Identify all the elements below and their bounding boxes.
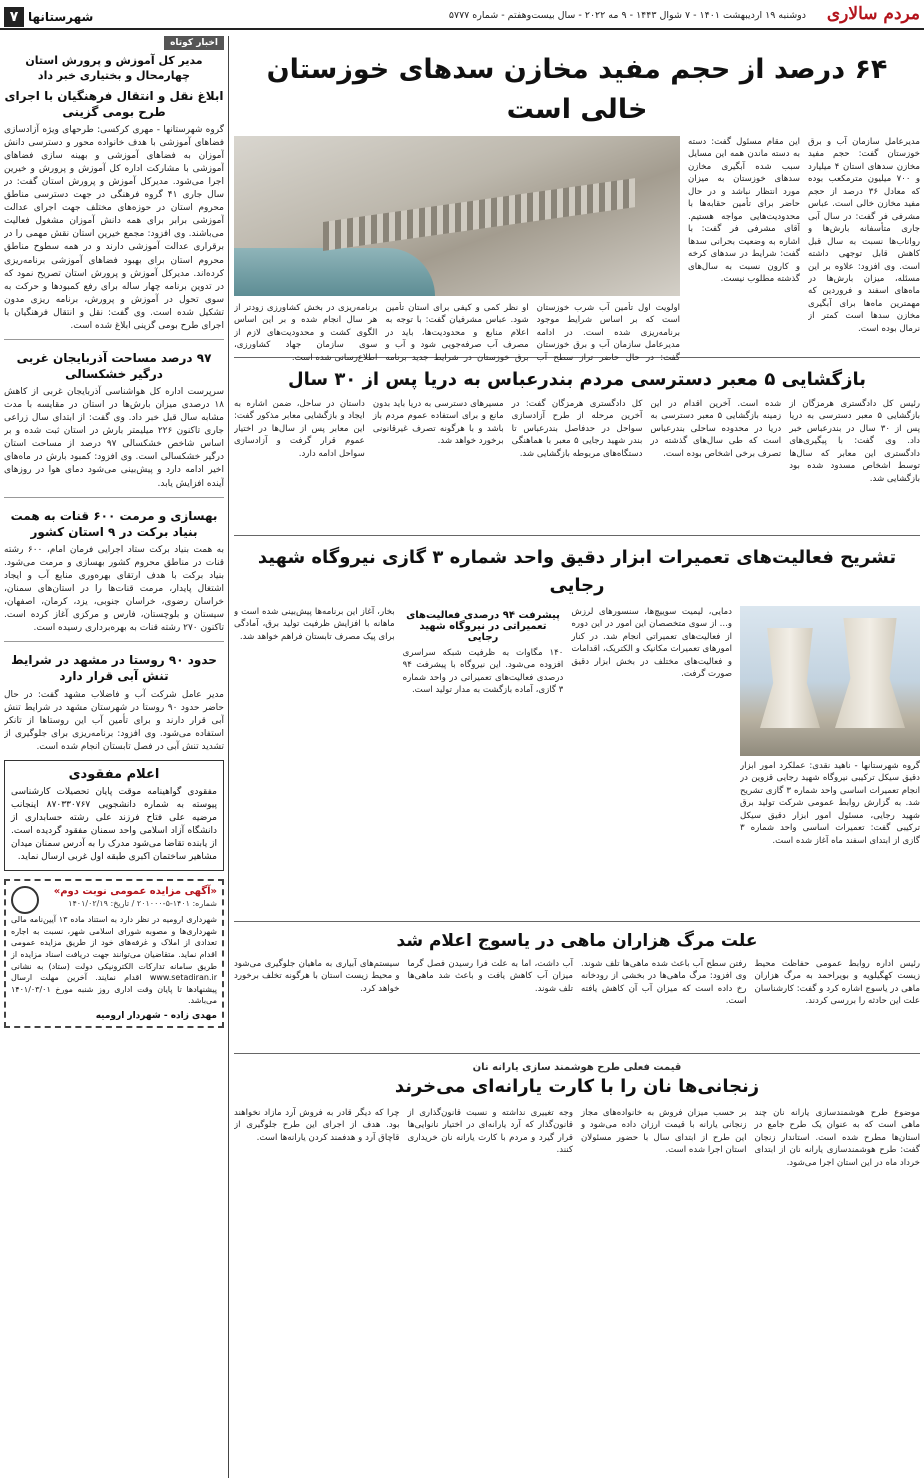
lost-notice-title: اعلام مفقودی	[68, 766, 160, 782]
tender-signature: مهدی زاده - شهردار ارومیه	[95, 1010, 217, 1021]
cooling-tower	[760, 628, 820, 728]
newspaper-logo: مردم سالاری	[826, 4, 920, 24]
fish-death-story	[234, 928, 920, 1054]
cooling-towers-photo	[740, 606, 920, 756]
story5-col3: وجه تغییری نداشته و نسبت قانون‌گذاری از قانون‌گذار که آرد یارانه‌ای در اختیار نانوایی‌ها قرار گیرد و مردم با کارت یارانه نان خریداری کنند.	[407, 1108, 573, 1156]
story2-col3: کل دادگستری هرمزگان گفت: در آخرین مرحله از طرح آزادسازی سواحل در حدفاصل بندرعباس تا بندر شهید رجایی ۵ معبر با هماهنگی دستگاه‌های مربوطه بازگشایی شد.	[511, 399, 643, 459]
divider	[4, 641, 224, 642]
story3-col3: ۱۴۰ مگاوات به ظرفیت شبکه سراسری افزوده می‌شود. این نیروگاه با پیشرفت ۹۴ درصدی فعالیت‌های تعمیراتی در واحد شماره ۳ گازی، آماده بازگشت به مدار تولید است.	[402, 648, 564, 696]
divider	[4, 497, 224, 498]
page-number: ۷	[4, 7, 24, 27]
column-divider	[228, 36, 229, 1478]
lead-col2: این مقام مسئول گفت: دسته به دسته ماندن همه این مسایل سبب شده آبگیری مخازن سدهای خوزستان به میزان مورد انتظار نباشد و در حال حاضر برای تأمین حقابه‌ها با محدودیت‌هایی مواجه هستیم. آقای مشرفی فر گفت: با اشاره به وضعیت بحرانی سدها گفت: شرایط در سدهای کرخه و کارون نسبت به سال‌های گذشته مطلوب نیست.	[688, 137, 800, 284]
story5-col2: بر حسب میزان فروش به خانواده‌های مجاز زنجانی یارانه با قیمت ارزان داده می‌شود و این طرح از ابتدای سال با حضور مسئولان استان اجرا شده است.	[581, 1108, 747, 1156]
story5-col1: موضوع طرح هوشمندسازی یارانه نان چند ماهی است که به عنوان یک طرح جامع در استان‌ها مطرح شده است. استاندار زنجان گفت: طرح هوشمندسازی یارانه نان از ابتدای خرداد ماه در این استان اجرا می‌شود.	[754, 1108, 920, 1168]
tender-ad	[4, 879, 224, 1028]
lead-headline: ۶۴ درصد از حجم مفید مخازن سدهای خوزستان خالی است	[266, 54, 888, 125]
municipality-logo-icon	[11, 886, 39, 914]
story4-col2: رفتن سطح آب باعث شده ماهی‌ها تلف شوند. وی افزود: مرگ ماهی‌ها در بخشی از رودخانه رخ داده است که میزان آب آن کاهش یافته است.	[581, 959, 747, 1007]
sidebar-story2-headline: ۹۷ درصد مساحت آذربایجان غربی درگیر خشکسالی	[16, 350, 212, 381]
sidebar	[4, 36, 224, 1478]
power-plant-story	[234, 544, 920, 922]
story2-col4: مسیرهای دسترسی به دریا باید بدون مانع و برای استفاده عموم مردم باز باشد و با هرگونه تصرف غیرقانونی برخورد خواهد شد.	[372, 399, 504, 447]
sidebar-story3-headline: بهسازی و مرمت ۶۰۰ قنات به همت بنیاد برکت در ۹ استان کشور	[10, 508, 218, 539]
issue-info: دوشنبه ۱۹ اردیبهشت ۱۴۰۱ - ۷ شوال ۱۴۴۳ - ۹ مه ۲۰۲۲ - سال بیست‌وهفتم - شماره ۵۷۷۷	[448, 10, 806, 21]
tender-meta: شماره: ۱۴۰۱-۵-۲۰۱۰۰۰ / تاریخ: ۱۴۰۱/۰۲/۱۹	[68, 899, 217, 909]
main-content	[234, 36, 920, 1478]
story3-col4: بخار، آغاز این برنامه‌ها پیش‌بینی شده است و ماهانه با افزایش ظرفیت تولید برق، آمادگی برای پیک مصرف تابستان فراهم خواهد شد.	[234, 607, 395, 642]
lead-col1: مدیرعامل سازمان آب و برق خوزستان گفت: حجم مفید مخازن سدهای استان ۴ میلیارد و ۷۰۰ میلیون مترمکعب بوده که معادل ۳۶ درصد از حجم مفید مخازن خالی است. عباس مشرفی فر گفت: در سال آبی جاری متأسفانه بارش‌ها و رواناب‌ها نسبت به سال قبل کاهش قابل توجهی داشته است. وی افزود: علاوه بر این مسئله، میزان بارش‌ها در ماه‌های اسفند و فروردین که مهمترین ماه‌ها برای آبگیری مخازن سدها است کمتر از نرمال بوده است.	[808, 137, 920, 334]
short-news-tag: اخبار کوتاه	[164, 36, 224, 50]
sidebar-story1-headline: مدیر کل آموزش و پرورش استان چهارمحال و بختیاری خبر داد	[25, 54, 203, 82]
story2-col5: داستان در ساحل، ضمن اشاره به ایجاد و بازگشایی معابر مذکور گفت: این معابر پس از سال‌ها در اختیار عموم قرار گرفت و آزادسازی سواحل ادامه دارد.	[234, 399, 365, 459]
cooling-tower	[835, 618, 905, 728]
section-label	[4, 6, 93, 28]
power-plant-subhead: پیشرفت ۹۴ درصدی فعالیت‌های تعمیراتی در نیروگاه شهید رجایی	[406, 610, 560, 643]
lead-col4: او نظر کمی و کیفی برای استان تأمین شود. عباس مشرفیان گفت: با توجه به اعلام منابع و محدودیت‌ها، باید در مصرف آب صرفه‌جویی شود و آب و برق خوزستان در شرایط جدید برنامه	[385, 303, 529, 362]
dam-photo	[234, 136, 680, 296]
sidebar-story4-headline: حدود ۹۰ روستا در مشهد در شرایط تنش آبی قرار دارد	[11, 653, 217, 684]
tender-title: «آگهی مزایده عمومی نوبت دوم»	[53, 886, 217, 898]
bandar-abbas-headline: بازگشایی ۵ معبر دسترسی مردم بندرعباس به دریا پس از ۳۰ سال	[287, 369, 867, 390]
reservoir-water	[234, 248, 435, 296]
power-plant-headline: تشریح فعالیت‌های تعمیرات ابزار دقیق واحد شماره ۳ گازی نیروگاه شهید رجایی	[257, 547, 897, 596]
section-name: شهرستانها	[28, 10, 94, 24]
lead-story	[234, 50, 920, 362]
masthead	[0, 4, 924, 30]
lead-col3: اولویت اول تأمین آب شرب خوزستان است که بر اساس شرایط موجود برنامه‌ریزی شده است. در ادامه مدیرعامل سازمان آب و برق خوزستان گفت: در حال حاضر تراز سطح آب	[536, 303, 680, 362]
sidebar-story1-body: گروه شهرستانها - مهری کرکسی: طرحهای ویژه آزادسازی فضاهای آموزشی با هدف خانواده محور و دسترسی دانش آموزان به فضاهای آموزشی و بهینه سازی فضاهای آموزشی با مشارکت اداره کل آموزش و پرورش و خیرین اجرا می‌شود. مدیرکل آموزش و پرورش استان گفت: در سال جاری ۴۱ گروه فرهنگی در جهت دسترسی مناطق محروم استان در حوزه‌های مختلف جهت اجرای عدالت آموزشی برابر برای همه دانش آموزان مشغول فعالیت می‌باشند. وی افزود: مجمع خیرین استان نقش مهمی را در برقراری عدالت آموزشی دارند و در همه سطوح مناطق محروم استان برای بهبود فضاهای آموزشی برنامه‌ریزی کرده‌اند. مدیرکل آموزش و پرورش استان تصریح نمود که در تدوین برنامه چهار ساله برای رفع کمبودها و حرکت به سوی تحول در آموزش و پرورش، برنامه ریزی مدون تشکیل شده است. وی گفت: نقل و انتقال فرهنگیان با اجرای طرح بومی گزینی ابلاغ شده است.	[4, 125, 224, 331]
bandar-abbas-story	[234, 366, 920, 536]
zanjan-headline: زنجانی‌ها نان را با کارت یارانه‌ای می‌خرند	[394, 1076, 760, 1097]
story5-col4: چرا که دیگر قادر به فروش آرد مازاد نخواهند بود. هدف از اجرای این طرح جلوگیری از قاچاق آرد و هدفمند کردن یارانه‌ها است.	[234, 1108, 400, 1143]
sidebar-story1-subhead: ابلاغ نقل و انتقال فرهنگیان با اجرای طرح بومی گزینی	[4, 88, 224, 119]
lost-notice-body: مفقودی گواهینامه موقت پایان تحصیلات کارشناسی پیوسته به شماره دانشجویی ۸۷۰۳۳۰۷۶۷ اینجانب مرضیه علی فتاح فرزند علی رشته حسابداری از دانشگاه آزاد اسلامی واحد سمنان مفقود گردیده است. از یابنده تقاضا می‌شود مدرک را به آدرس سمنان میدان مشاهیر ساختمان اکبری طبقه اول غربی ارسال نماید.	[11, 786, 218, 863]
tender-body: شهرداری ارومیه در نظر دارد به استناد ماده ۱۳ آیین‌نامه مالی شهرداری‌ها و مصوبه شورای اسلامی شهر، نسبت به اجاره تعدادی از املاک و غرفه‌های خود از طریق مزایده عمومی اقدام نماید. متقاضیان می‌توانند جهت دریافت اسناد مزایده از طریق سامانه تدارکات الکترونیکی دولت (ستاد) به نشانی www.setadiran.ir اقدام نمایند. آخرین مهلت ارسال پیشنهادها تا پایان وقت اداری روز شنبه مورخ ۱۴۰۱/۰۳/۰۱ می‌باشد.	[11, 915, 217, 1006]
zanjan-bread-story	[234, 1062, 920, 1478]
story3-col1: گروه شهرستانها - ناهید نقدی: عملکرد امور ابزار دقیق سیکل ترکیبی نیروگاه شهید رجایی قزوین در انجام تعمیرات اساسی واحد شماره ۳ گازی تشریح شد. به گزارش روابط عمومی شرکت تولید برق شهید رجایی، مسئول امور ابزار دقیق سیکل ترکیبی گفت: تعمیرات اساسی واحد شماره ۳ گازی از ابتدای اسفند ماه آغاز شده است.	[740, 761, 920, 846]
story4-col3: آب داشت، اما به علت فرا رسیدن فصل گرما میزان آب کاهش یافت و باعث شد ماهی‌ها تلف شوند.	[407, 959, 573, 994]
story4-col4: سیستم‌های آبیاری به ماهیان جلوگیری می‌شود و محیط زیست استان با هرگونه تخلف برخورد خواهد کرد.	[234, 959, 400, 994]
story2-col2: شده است. آخرین اقدام در این زمینه بازگشایی ۵ معبر دسترسی به دریا در محدوده ساحلی بندرعباس است که طی سال‌های گذشته در تصرف برخی اشخاص بوده است.	[650, 399, 782, 459]
sidebar-story3-body: به همت بنیاد برکت ستاد اجرایی فرمان امام، ۶۰۰ رشته قنات در مناطق محروم کشور بهسازی و مرمت می‌شود. بنیاد برکت با هدف ارتقای بهره‌وری منابع آب و ایجاد اشتغال پایدار، مرمت قنات‌ها را در استان‌های سمنان، خراسان رضوی، خراسان جنوبی، یزد، کرمان، اصفهان، سیستان و بلوچستان، فارس و مرکزی آغاز کرده است. تاکنون ۲۷۰ رشته قنات به بهره‌برداری رسیده است.	[4, 544, 224, 634]
divider	[4, 339, 224, 340]
sidebar-story4-body: مدیر عامل شرکت آب و فاضلاب مشهد گفت: در حال حاضر حدود ۹۰ روستا در شهرستان مشهد در شرایط تنش آبی قرار دارند و برای تأمین آب این روستاها از تانکر استفاده می‌شود. وی افزود: برنامه‌ریزی برای جلوگیری از تشدید تنش آبی در فصل تابستان انجام شده است.	[4, 689, 224, 752]
story3-col2: دمایی، لیمیت سوییچ‌ها، سنسورهای لرزش و... از سوی متخصصان این امور در این دوره از فعالیت‌های تعمیراتی انجام شد. در کنار امورهای تعمیرات مکانیک و الکتریک، اقدامات و فعالیت‌های مختلف در بخش ابزار دقیق صورت گرفت.	[571, 607, 732, 680]
story4-col1: رئیس اداره روابط عمومی حفاظت محیط زیست کهگیلویه و بویراحمد به مرگ هزاران ماهی در یاسوج اشاره کرد و گفت: کارشناسان علت این حادثه را بررسی کردند.	[754, 959, 920, 1007]
zanjan-kicker: قیمت فعلی طرح هوشمند سازی یارانه نان	[472, 1062, 682, 1073]
story2-col1: رئیس کل دادگستری هرمزگان از بازگشایی ۵ معبر دسترسی به دریا پس از ۳۰ سال در بندرعباس خبر داد. وی گفت: با پیگیری‌های دادگستری این معابر که سال‌ها توسط اشخاص مسدود شده بود بازگشایی شد.	[789, 399, 920, 484]
lead-col5: برنامه‌ریزی در بخش کشاورزی زودتر از هر سال انجام شده و بر این اساس الگوی کشت و محدودیت‌های لازم از سوی سازمان جهاد کشاورزی، اطلاع‌رسانی شده است.	[234, 303, 378, 362]
fish-death-headline: علت مرگ هزاران ماهی در یاسوج اعلام شد	[396, 931, 758, 951]
lost-notice-box	[4, 760, 224, 871]
sidebar-story2-body: سرپرست اداره کل هواشناسی آذربایجان غربی از کاهش ۱۸ درصدی میزان بارش‌ها در استان در مقایسه با مدت مشابه سال قبل خبر داد. وی گفت: از ابتدای سال زراعی جاری تاکنون ۲۲۶ میلیمتر بارش در استان ثبت شده و بر اساس شاخص خشکسالی ۹۷ درصد از مساحت استان درگیر خشکسالی است. وی افزود: کمبود بارش در ماه‌های اخیر ادامه دارد و پیش‌بینی می‌شود دمای هوا در روزهای آینده افزایش یابد.	[4, 387, 224, 489]
